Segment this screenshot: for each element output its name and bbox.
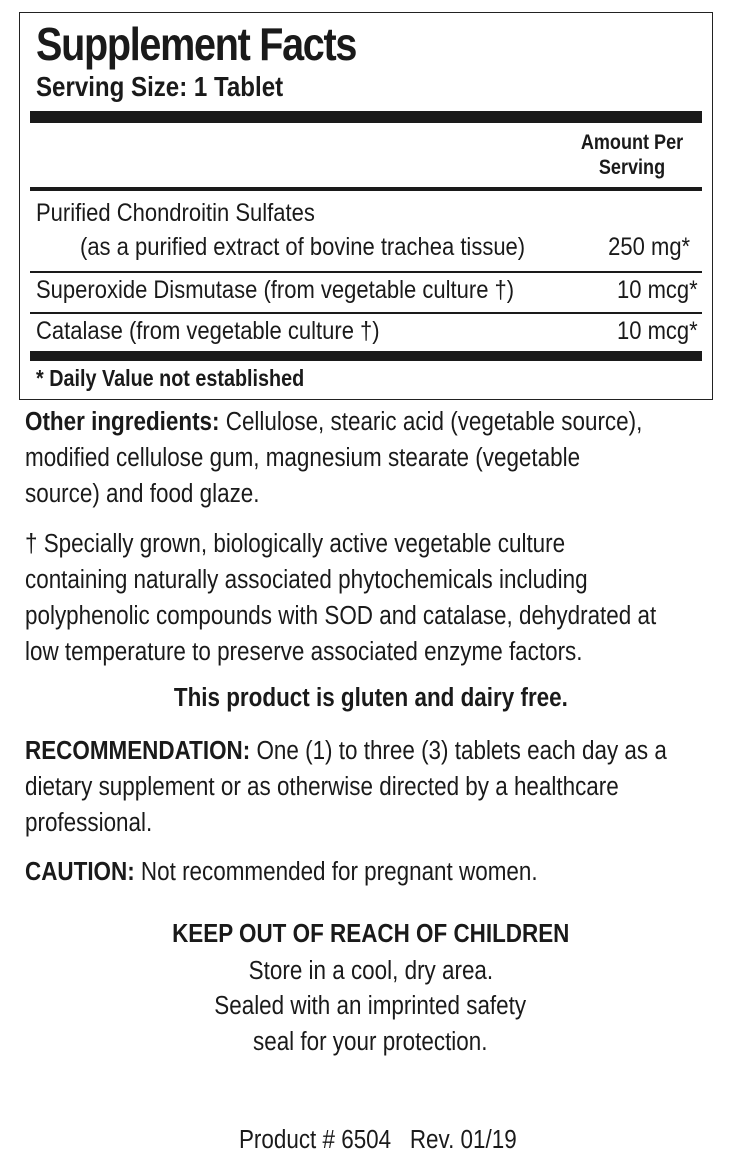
- dagger-note-line: † Specially grown, biologically active vegetable culture: [25, 530, 566, 558]
- ingredient-name: Purified Chondroitin Sulfates: [36, 199, 315, 227]
- keep-out-of-reach: [0, 920, 741, 949]
- thick-divider-top: [30, 111, 702, 123]
- caution-text: Not recommended for pregnant women.: [134, 858, 538, 886]
- panel-title: Supplement Facts: [36, 18, 357, 70]
- ingredient-name: Superoxide Dismutase (from vegetable culture †): [36, 276, 515, 304]
- ingredient-subtext: (as a purified extract of bovine trachea tissue): [80, 233, 526, 261]
- recommendation-text: One (1) to three (3) tablets each day as a: [250, 737, 667, 765]
- caution: [25, 854, 538, 890]
- storage-line-text: seal for your protection.: [253, 1028, 488, 1056]
- storage-line-text: Store in a cool, dry area.: [248, 957, 493, 985]
- daily-value-footnote: * Daily Value not established: [36, 365, 305, 391]
- other-ingredients-text: Cellulose, stearic acid (vegetable source),: [219, 408, 643, 436]
- other-ingredients-text: modified cellulose gum, magnesium stearate (vegetable: [25, 444, 581, 472]
- recommendation-text: professional.: [25, 809, 153, 837]
- other-ingredients: [25, 404, 642, 512]
- ingredient-amount: 10 mcg*: [617, 317, 698, 345]
- gluten-statement: [0, 684, 741, 713]
- storage-heading: KEEP OUT OF REACH OF CHILDREN: [171, 920, 570, 948]
- amount-header-line1: Amount Per: [580, 131, 684, 154]
- storage-line: [0, 992, 741, 1021]
- supplement-facts-panel: [19, 12, 713, 400]
- dagger-note-line: containing naturally associated phytochemicals including: [25, 566, 588, 594]
- row-divider: [30, 271, 702, 273]
- row-divider: [30, 312, 702, 314]
- amount-per-serving-header: [572, 130, 692, 180]
- ingredient-name: Catalase (from vegetable culture †): [36, 317, 380, 345]
- ingredient-amount: 250 mg*: [608, 233, 690, 261]
- dagger-note: [25, 526, 656, 670]
- storage-line: [0, 1028, 741, 1057]
- amount-header-line2: Serving: [598, 156, 666, 179]
- storage-line-text: Sealed with an imprinted safety: [214, 992, 527, 1020]
- dagger-note-line: polyphenolic compounds with SOD and catalase, dehydrated at: [25, 602, 657, 630]
- other-ingredients-text: source) and food glaze.: [25, 480, 260, 508]
- recommendation: [25, 733, 667, 841]
- product-number: Product # 6504 Rev. 01/19: [238, 1126, 517, 1154]
- product-info: [0, 1097, 741, 1155]
- thick-divider-bottom: [30, 351, 702, 361]
- storage-line: [0, 957, 741, 986]
- caution-label: CAUTION:: [25, 858, 135, 886]
- gluten-statement-text: This product is gluten and dairy free.: [173, 684, 568, 712]
- serving-size: Serving Size: 1 Tablet: [36, 71, 284, 102]
- recommendation-label: RECOMMENDATION:: [25, 737, 251, 765]
- dagger-note-line: low temperature to preserve associated enzyme factors.: [25, 638, 583, 666]
- medium-divider: [30, 187, 702, 191]
- recommendation-text: dietary supplement or as otherwise directed by a healthcare: [25, 773, 619, 801]
- ingredient-amount: 10 mcg*: [617, 276, 698, 304]
- other-ingredients-label: Other ingredients:: [25, 408, 220, 436]
